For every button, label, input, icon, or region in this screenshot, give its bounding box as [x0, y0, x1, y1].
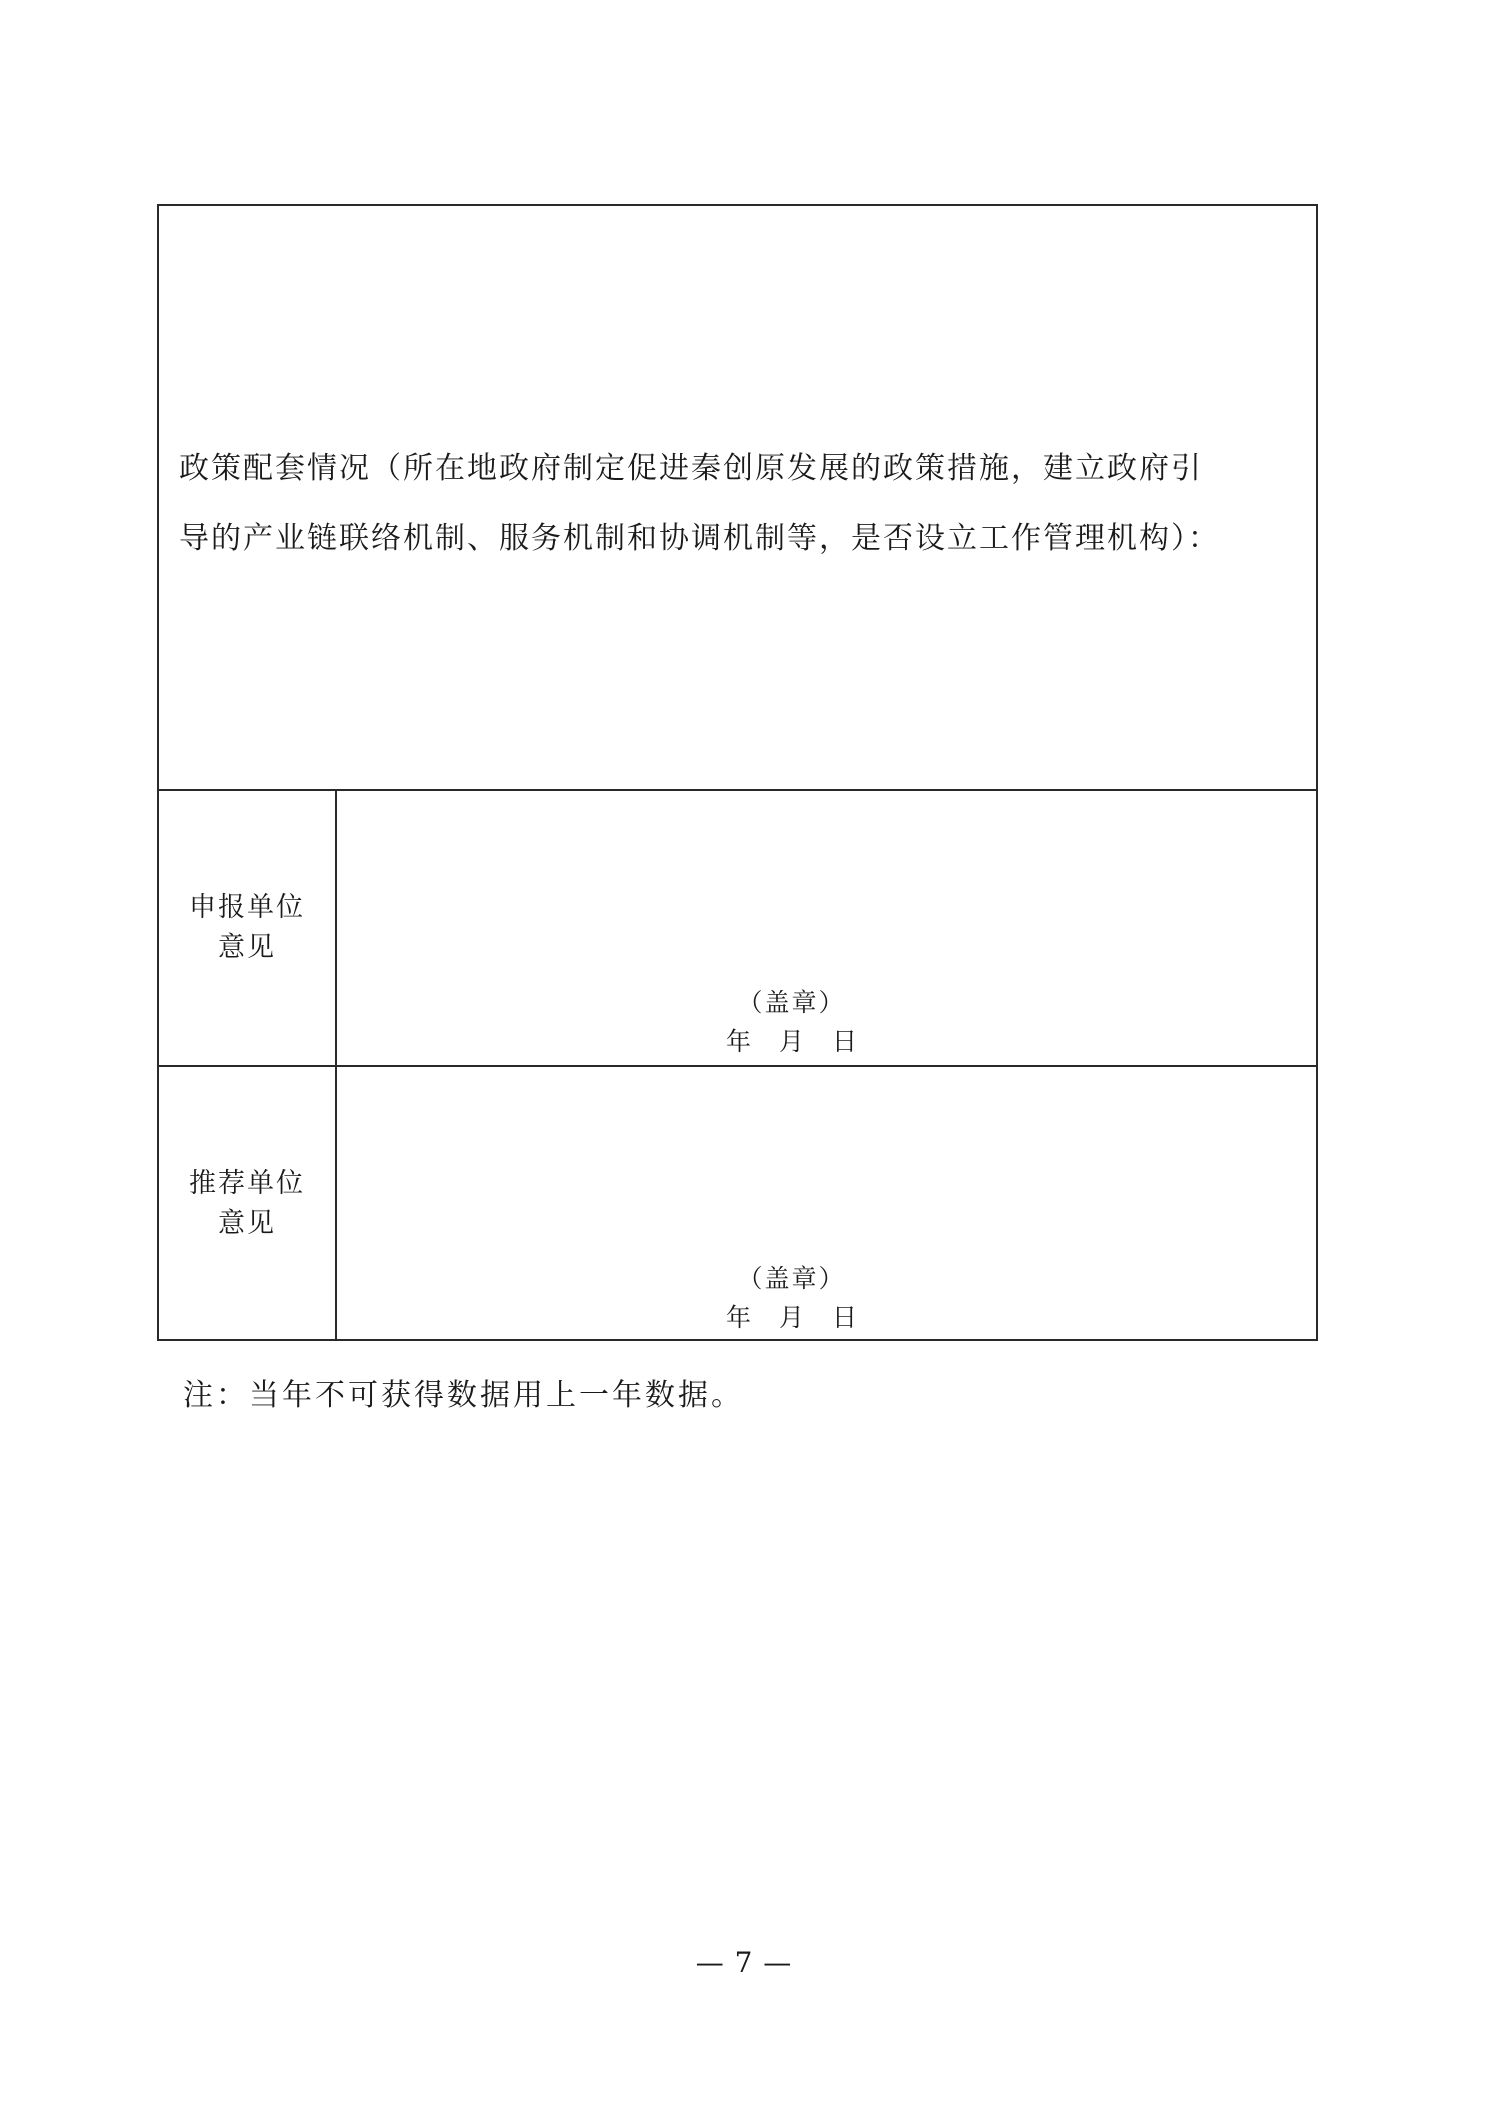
applicant-opinion-field[interactable] [337, 791, 1316, 1065]
footnote: 注：当年不可获得数据用上一年数据。 [183, 1378, 744, 1413]
recommender-seal-label: （盖章） [737, 1264, 846, 1293]
page-number: — 7 — [695, 1946, 793, 1979]
policy-text [179, 434, 1309, 574]
recommender-opinion-field[interactable] [337, 1067, 1316, 1341]
recommender-date-year: 年 [726, 1303, 752, 1332]
applicant-label-line-1: 申报单位 [189, 892, 305, 923]
applicant-date-line [337, 1027, 1316, 1057]
applicant-opinion-label [159, 888, 335, 968]
applicant-opinion-label-cell [159, 791, 337, 1065]
applicant-opinion-row [159, 791, 1316, 1067]
policy-text-line-1: 政策配套情况（所在地政府制定促进秦创原发展的政策措施，建立政府引 [179, 451, 1203, 486]
policy-text-line-2: 导的产业链联络机制、服务机制和协调机制等，是否设立工作管理机构）： [179, 521, 1220, 556]
applicant-date-day: 日 [831, 1027, 857, 1056]
recommender-date-month: 月 [778, 1303, 804, 1332]
policy-section [159, 206, 1316, 791]
recommender-label-line-2: 意见 [218, 1208, 276, 1239]
applicant-date-month: 月 [778, 1027, 804, 1056]
applicant-label-line-2: 意见 [218, 932, 276, 963]
applicant-date-year: 年 [726, 1027, 752, 1056]
recommender-opinion-label-cell [159, 1067, 337, 1341]
recommender-opinion-label [159, 1164, 335, 1244]
recommender-opinion-row [159, 1067, 1316, 1341]
form-table [157, 204, 1318, 1341]
applicant-seal-label: （盖章） [737, 988, 846, 1017]
recommender-date-line [337, 1303, 1316, 1333]
recommender-date-day: 日 [831, 1303, 857, 1332]
recommender-label-line-1: 推荐单位 [189, 1168, 305, 1199]
